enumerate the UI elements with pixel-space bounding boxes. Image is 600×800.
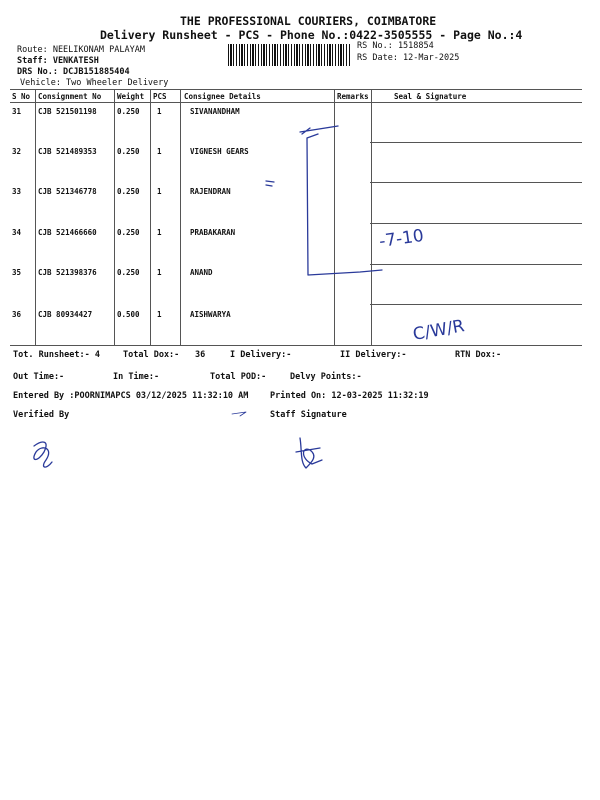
total-pod: Total POD:- (210, 372, 267, 382)
tot-runsheet: Tot. Runsheet:- 4 (13, 350, 100, 360)
dash-mark (266, 181, 274, 186)
col-header-consignee: Consignee Details (184, 92, 261, 101)
row-weight: 0.250 (117, 147, 140, 156)
row-consignment: CJB 521489353 (38, 147, 97, 156)
col-header-consignment: Consignment No (38, 92, 102, 101)
verified-by: Verified By (13, 410, 70, 420)
row-sno: 32 (12, 147, 22, 156)
row-sno: 36 (12, 310, 22, 319)
route-label: Route: NEELIKONAM PALAYAM (17, 45, 145, 55)
row-consignee: VIGNESH GEARS (190, 147, 249, 156)
row-weight: 0.250 (117, 228, 140, 237)
out-time: Out Time:- (13, 372, 65, 382)
rs-number: RS No.: 1518854 (357, 41, 434, 51)
rs-date: RS Date: 12-Mar-2025 (357, 53, 460, 63)
row-pcs: 1 (157, 228, 162, 237)
row-consignment: CJB 521501198 (38, 107, 97, 116)
row-weight: 0.500 (117, 310, 140, 319)
row-pcs: 1 (157, 310, 162, 319)
row-sno: 31 (12, 107, 22, 116)
row-weight: 0.250 (117, 268, 140, 277)
row-pcs: 1 (157, 187, 162, 196)
row-consignment: CJB 521346778 (38, 187, 97, 196)
runsheet-subtitle: Delivery Runsheet - PCS - Phone No.:0422-3505555 - Page No.:4 (100, 28, 523, 42)
company-title: THE PROFESSIONAL COURIERS, COIMBATORE (180, 14, 437, 28)
printed-on: Printed On: 12-03-2025 11:32:19 (270, 391, 429, 401)
handwritten-note-row36: C/W/R (411, 316, 467, 345)
row-consignment: CJB 80934427 (38, 310, 93, 319)
col-header-seal-signature: Seal & Signature (394, 92, 467, 101)
total-dox-value: 36 (195, 350, 206, 360)
row-consignment: CJB 521466660 (38, 228, 97, 237)
row-consignee: ANAND (190, 268, 213, 277)
signature-verified (34, 442, 52, 467)
drs-number: DRS No.: DCJB151885404 (17, 67, 130, 77)
signature-staff (296, 438, 322, 468)
row-weight: 0.250 (117, 107, 140, 116)
col-header-sno: S No (12, 92, 31, 101)
row-consignee: AISHWARYA (190, 310, 231, 319)
bracket-mark (300, 126, 382, 275)
staff-label: Staff: VENKATESH (17, 56, 99, 66)
in-time: In Time:- (113, 372, 160, 382)
i-delivery: I Delivery:- (230, 350, 292, 360)
row-sno: 34 (12, 228, 22, 237)
ii-delivery: II Delivery:- (340, 350, 407, 360)
row-consignee: RAJENDRAN (190, 187, 231, 196)
delvy-points: Delvy Points:- (290, 372, 362, 382)
handwritten-note-row34: -7-10 (377, 225, 425, 252)
col-header-remarks: Remarks (337, 92, 369, 101)
row-sno: 35 (12, 268, 22, 277)
total-dox-label: Total Dox:- (123, 350, 180, 360)
row-consignment: CJB 521398376 (38, 268, 97, 277)
row-weight: 0.250 (117, 187, 140, 196)
col-header-weight: Weight (117, 92, 145, 101)
staff-signature-label: Staff Signature (270, 410, 347, 420)
row-pcs: 1 (157, 107, 162, 116)
row-consignee: SIVANANDHAM (190, 107, 240, 116)
row-pcs: 1 (157, 147, 162, 156)
rtn-dox: RTN Dox:- (455, 350, 502, 360)
row-consignee: PRABAKARAN (190, 228, 236, 237)
row-sno: 33 (12, 187, 22, 196)
col-header-pcs: PCS (153, 92, 167, 101)
row-pcs: 1 (157, 268, 162, 277)
vehicle-label: Vehicle: Two Wheeler Delivery (20, 78, 169, 88)
pen-stroke (232, 412, 246, 416)
entered-by: Entered By :POORNIMAPCS 03/12/2025 11:32:10 AM (13, 391, 249, 401)
